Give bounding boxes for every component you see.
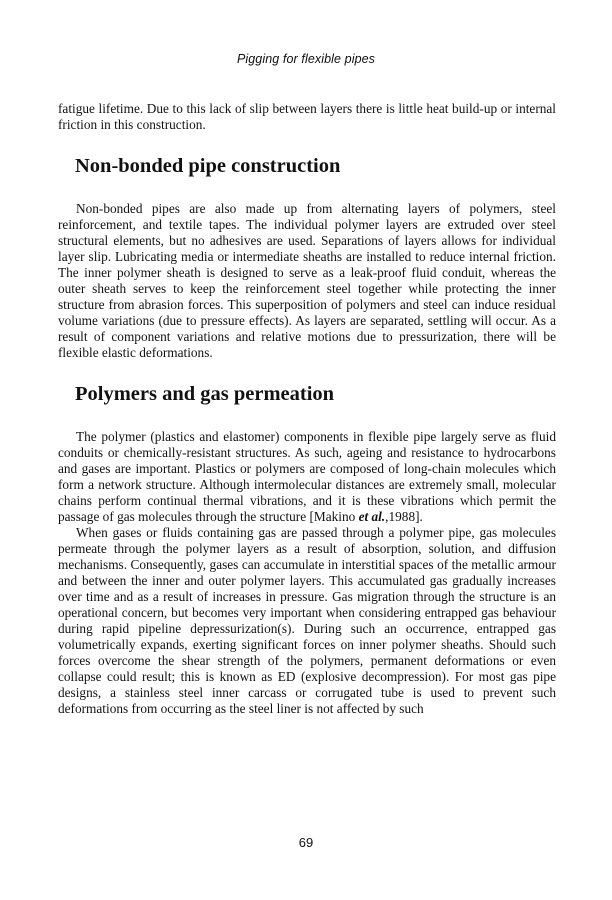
page-number: 69 <box>298 835 314 850</box>
heading-polymers-and-gas-permeation: Polymers and gas permeation <box>75 383 335 405</box>
paragraph-polymer-text: The polymer (plastics and elastomer) components in flexible pipe largely serve as fluid conduits or chemically-resistant structures. As such, ageing and resistance to hydrocarbons and gases are important. Plastics or polymers are composed of long-chain molecules which form a network structure. Although intermolecular distances are extremely small, molecular chains perform continual thermal vibrations, and it is these vibrations which permit the passage of gas molecules through the structure [Makino <box>58 429 556 524</box>
paragraph-non-bonded: Non-bonded pipes are also made up from alternating layers of polymers, steel reinforcement, and textile tapes. The individual polymer layers are extruded over steel structural elements, but no adhesives are used. Separations of layers allows for individual layer slip. Lubricating media or intermediate sheaths are installed to reduce internal friction. The inner polymer sheath is designed to serve as a leak-proof fluid conduit, whereas the outer sheath serves to keep the reinforcement steel together while protecting the inner structure from abrasion forces. This superposition of polymers and steel can induce residual volume variations (due to pressure effects). As layers are separated, settling will occur. As a result of component variations and relative motions due to pressurization, there will be flexible elastic deformations. <box>58 201 556 360</box>
citation-year: ,1988]. <box>385 509 423 524</box>
intro-paragraph: fatigue lifetime. Due to this lack of slip between layers there is little heat build-up or internal friction in this construction. <box>58 101 556 132</box>
paragraph-polymer-components <box>58 429 556 525</box>
running-head: Pigging for flexible pipes <box>236 52 376 66</box>
citation-et-al: et al. <box>358 509 386 524</box>
body-text <box>58 101 556 717</box>
heading-non-bonded-pipe-construction: Non-bonded pipe construction <box>75 155 341 177</box>
paragraph-gas-permeation: When gases or fluids containing gas are passed through a polymer pipe, gas molecules permeate through the polymer layers as a result of absorption, solution, and diffusion mechanisms. Consequently, gases can accumulate in interstitial spaces of the metallic armour and between the inner and outer polymer layers. This accumulated gas gradually increases over time and as a result of increases in pressure. Gas migration through the structure is an operational concern, but becomes very important when considering entrapped gas behaviour during rapid pipeline depressurization(s). During such an occurrence, entrapped gas volumetrically expands, exerting significant forces on inner polymer sheaths. Should such forces overcome the shear strength of the polymers, permanent deformations or even collapse could result; this is known as ED (explosive decompression). For most gas pipe designs, a stainless steel inner carcass or corrugated tube is used to prevent such deformations from occurring as the steel liner is not affected by such <box>58 525 556 716</box>
